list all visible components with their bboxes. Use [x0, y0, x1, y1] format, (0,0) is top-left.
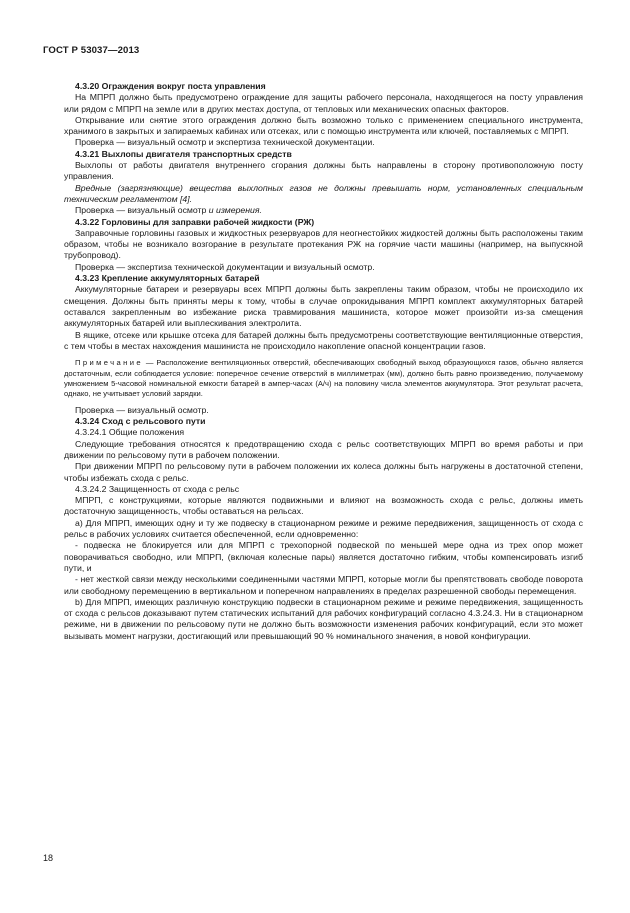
section-heading-4-3-22: 4.3.22 Горловины для заправки рабочей жидкости (РЖ) [75, 216, 315, 227]
paragraph: Заправочные горловины газовых и жидкостных резервуаров для неогнестойких жидкостей должны быть расположены таким образом, чтобы не возникало возгорание в результате протекания РЖ на горячие части машины (например, на выпускной трубопровод). [64, 227, 583, 261]
note-label: Примечание [75, 358, 143, 368]
section-heading-4-3-20: 4.3.20 Ограждения вокруг поста управления [75, 81, 266, 91]
paragraph [64, 205, 583, 216]
document-body [64, 81, 583, 642]
section-heading-4-3-21: 4.3.21 Выхлопы двигателя транспортных средств [75, 148, 292, 159]
paragraph: В ящике, отсеке или крышке отсека для батарей должны быть предусмотрены соответствующие вентиляционные отверстия, с тем чтобы в местах нахождения машиниста не происходило накопление опасной концентрации газов. [64, 329, 583, 351]
page-number: 18 [43, 853, 54, 863]
note-text: — Расположение вентиляционных отверстий, обеспечивающих свободный выход образующихся газов, обычно является достаточным, если соблюдается условие: поперечное сечение отверстий в миллиметрах (мм), должно быть равно произведению, получаемому умножением 5-часовой номинальной емкости батарей в ампер-часах (А/ч) на половину числа элементов аккумулятора. Этот результат расчета, однако, не учитывает условий зарядки. [64, 358, 583, 399]
paragraph: Следующие требования относятся к предотвращению схода с рельс соответствующих МПРП во время работы и при движении по рельсовому пути в рабочем положении. [64, 438, 583, 460]
list-item: - подвеска не блокируется или для МПРП с трехопорной подвеской по меньшей мере одна из трех опор может поворачиваться свободно, или МПРП, (включая колесные пары) является достаточно гибким, чтобы компенсировать изгиб пути, и [64, 540, 583, 573]
paragraph: Выхлопы от работы двигателя внутреннего сгорания должны быть направлены в сторону противоположную посту управления. [64, 160, 583, 182]
standard-header: ГОСТ Р 53037—2013 [43, 45, 140, 56]
paragraph: а) Для МПРП, имеющих одну и ту же подвеску в стационарном режиме и режиме передвижения, защищенность от схода с рельс в рабочих условиях считается обеспеченной, если одновременно: [64, 517, 583, 540]
list-item: - нет жесткой связи между несколькими соединенными частями МПРП, которые могли бы препятствовать свободе поворота или свободному перемещению в вертикальном и поперечном направлениях в пределах разрешенной свободы перемещения. [64, 574, 583, 596]
italic-paragraph: Вредные (загрязняющие) вещества выхлопных газов не должны превышать норм, установленных специальным техническим регламентом [4]. [64, 182, 583, 204]
paragraph: Аккумуляторные батареи и резервуары всех МПРП должны быть закреплены таким образом, чтобы не происходило их смещения. Должны быть приняты меры к тому, чтобы в случае опрокидывания МПРП комплект аккумуляторных батарей оставался закрепленным во избежание риска травмирования машиниста, которое может произойти из-за смещения аккумуляторных батарей или выплескивания электролита. [64, 284, 583, 329]
section-heading-4-3-24: 4.3.24 Сход с рельсового пути [75, 416, 206, 427]
paragraph: Открывание или снятие этого ограждения должно быть возможно только с применением специального инструмента, хранимого в закрытых и запираемых кабинах или отсеках, или с помощью инструмента или ключей, поставляемых с МПРП. [64, 114, 583, 137]
paragraph-text: Проверка — визуальный осмотр [75, 205, 209, 216]
section-heading-4-3-23: 4.3.23 Крепление аккумуляторных батарей [75, 273, 260, 284]
paragraph: b) Для МПРП, имеющих различную конструкцию подвески в стационарном режиме и режиме передвижения, защищенность от схода с рельсов доказывают путем статических испытаний для рабочих конфигураций согласно 4.3.24.3. Ни в стационарном режиме, ни в движении по рельсовому пути не должно быть возможности изменения рабочих конфигураций, если это может вызывать момент нагрузки, достигающий или превышающий 90 % номинального значения, в новой конфигурации. [64, 596, 583, 641]
subsection-heading: 4.3.24.2 Защищенность от схода с рельс [75, 483, 240, 494]
paragraph: Проверка — визуальный осмотр. [75, 404, 209, 415]
paragraph: Проверка — визуальный осмотр и экспертиза технической документации. [75, 137, 375, 148]
paragraph: Проверка — экспертиза технической документации и визуальный осмотр. [75, 261, 375, 272]
note [64, 358, 583, 400]
italic-text: и измерения. [208, 205, 262, 216]
paragraph: МПРП, с конструкциями, которые являются подвижными и влияют на возможность схода с рельс, должны иметь достаточную защищенность, чтобы оставаться на рельсах. [64, 495, 583, 517]
paragraph: При движении МПРП по рельсовому пути в рабочем положении их колеса должны быть нагружены в достаточной степени, чтобы избежать схода с рельс. [64, 461, 583, 483]
subsection-heading: 4.3.24.1 Общие положения [75, 427, 185, 438]
paragraph: На МПРП должно быть предусмотрено ограждение для защиты рабочего персонала, находящегося на посту управления или рядом с МПРП на земле или в других местах доступа, от тепловых или механических опасных факторов. [64, 92, 583, 114]
